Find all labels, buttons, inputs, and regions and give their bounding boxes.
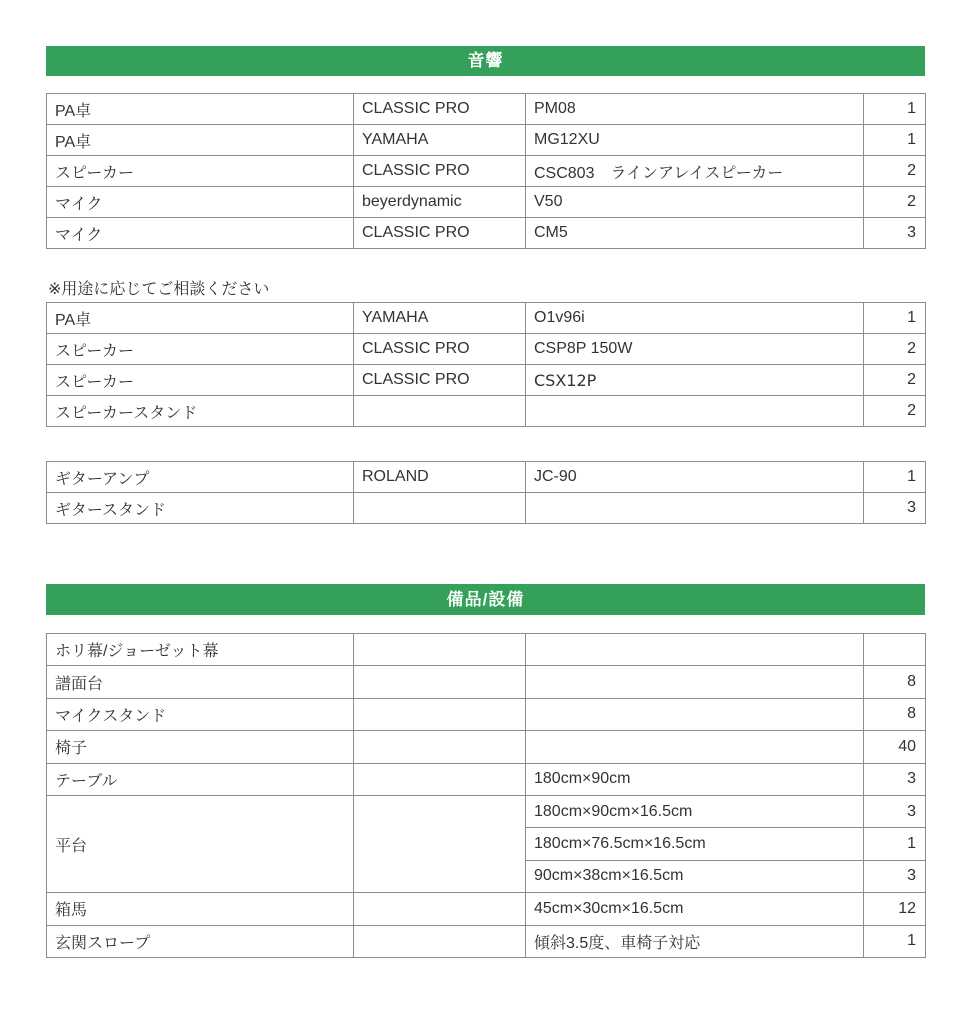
audio-section-title: 音響 [467, 51, 504, 70]
brand-cell: CLASSIC PRO [354, 365, 526, 396]
brand-cell [354, 493, 526, 524]
table-row [47, 731, 926, 763]
table-row [47, 218, 926, 249]
model-cell: CM5 [526, 218, 864, 249]
brand-cell: beyerdynamic [354, 187, 526, 218]
table-row [47, 666, 926, 698]
qty-cell: 3 [864, 795, 926, 827]
table-row [47, 365, 926, 396]
brand-cell [354, 634, 526, 666]
audio-main-table [46, 93, 926, 249]
brand-cell [354, 698, 526, 730]
consult-note: ※用途に応じてご相談ください [48, 281, 270, 298]
audio-section-header [46, 46, 925, 76]
brand-cell [354, 396, 526, 427]
item-cell: マイクスタンド [47, 698, 354, 730]
model-cell: CSP8P 150W [526, 334, 864, 365]
item-cell: 平台 [47, 795, 354, 892]
qty-cell: 2 [864, 334, 926, 365]
item-cell: ホリ幕/ジョーゼット幕 [47, 634, 354, 666]
table-row [47, 893, 926, 925]
qty-cell: 3 [864, 860, 926, 892]
model-cell: JC-90 [526, 462, 864, 493]
model-cell: CSX12P [526, 365, 864, 396]
qty-cell: 2 [864, 187, 926, 218]
model-cell: 45cm×30cm×16.5cm [526, 893, 864, 925]
model-cell: MG12XU [526, 125, 864, 156]
item-cell: スピーカー [47, 334, 354, 365]
brand-cell [354, 925, 526, 957]
model-cell: 180cm×90cm [526, 763, 864, 795]
model-cell [526, 493, 864, 524]
equipment-table [46, 633, 926, 958]
brand-cell: YAMAHA [354, 125, 526, 156]
table-row [47, 634, 926, 666]
qty-cell: 3 [864, 493, 926, 524]
qty-cell: 1 [864, 462, 926, 493]
model-cell [526, 698, 864, 730]
brand-cell [354, 666, 526, 698]
item-cell: 玄関スロープ [47, 925, 354, 957]
qty-cell [864, 634, 926, 666]
qty-cell: 1 [864, 828, 926, 860]
qty-cell: 8 [864, 666, 926, 698]
table-row [47, 795, 926, 827]
model-cell: PM08 [526, 94, 864, 125]
item-cell: ギターアンプ [47, 462, 354, 493]
qty-cell: 1 [864, 925, 926, 957]
table-row [47, 187, 926, 218]
qty-cell: 12 [864, 893, 926, 925]
qty-cell: 40 [864, 731, 926, 763]
item-cell: マイク [47, 187, 354, 218]
table-row [47, 763, 926, 795]
equipment-section-title: 備品/設備 [446, 590, 525, 609]
qty-cell: 2 [864, 396, 926, 427]
item-cell: スピーカー [47, 156, 354, 187]
model-cell: V50 [526, 187, 864, 218]
brand-cell [354, 893, 526, 925]
brand-cell: CLASSIC PRO [354, 218, 526, 249]
qty-cell: 1 [864, 94, 926, 125]
item-cell: PA卓 [47, 303, 354, 334]
qty-cell: 1 [864, 125, 926, 156]
item-cell: スピーカースタンド [47, 396, 354, 427]
table-row [47, 925, 926, 957]
qty-cell: 2 [864, 365, 926, 396]
model-cell [526, 666, 864, 698]
item-cell: 椅子 [47, 731, 354, 763]
table-row [47, 462, 926, 493]
model-cell [526, 731, 864, 763]
qty-cell: 3 [864, 218, 926, 249]
qty-cell: 1 [864, 303, 926, 334]
item-cell: 箱馬 [47, 893, 354, 925]
item-cell: ギタースタンド [47, 493, 354, 524]
brand-cell [354, 731, 526, 763]
audio-consult-table [46, 302, 926, 427]
brand-cell [354, 795, 526, 892]
brand-cell: CLASSIC PRO [354, 334, 526, 365]
brand-cell: CLASSIC PRO [354, 94, 526, 125]
table-row [47, 125, 926, 156]
model-cell [526, 396, 864, 427]
model-cell: CSC803 ラインアレイスピーカー [526, 156, 864, 187]
equipment-section-header [46, 584, 925, 615]
table-row [47, 698, 926, 730]
model-cell: 90cm×38cm×16.5cm [526, 860, 864, 892]
table-row [47, 156, 926, 187]
item-cell: マイク [47, 218, 354, 249]
brand-cell: CLASSIC PRO [354, 156, 526, 187]
table-row [47, 396, 926, 427]
brand-cell: ROLAND [354, 462, 526, 493]
brand-cell [354, 763, 526, 795]
table-row [47, 303, 926, 334]
model-cell: O1v96i [526, 303, 864, 334]
table-row [47, 94, 926, 125]
item-cell: テーブル [47, 763, 354, 795]
guitar-table [46, 461, 926, 524]
qty-cell: 2 [864, 156, 926, 187]
model-cell: 180cm×76.5cm×16.5cm [526, 828, 864, 860]
item-cell: PA卓 [47, 94, 354, 125]
model-cell: 傾斜3.5度、車椅子対応 [526, 925, 864, 957]
brand-cell: YAMAHA [354, 303, 526, 334]
table-row [47, 334, 926, 365]
item-cell: PA卓 [47, 125, 354, 156]
qty-cell: 8 [864, 698, 926, 730]
model-cell [526, 634, 864, 666]
item-cell: 譜面台 [47, 666, 354, 698]
item-cell: スピーカー [47, 365, 354, 396]
qty-cell: 3 [864, 763, 926, 795]
table-row [47, 493, 926, 524]
model-cell: 180cm×90cm×16.5cm [526, 795, 864, 827]
